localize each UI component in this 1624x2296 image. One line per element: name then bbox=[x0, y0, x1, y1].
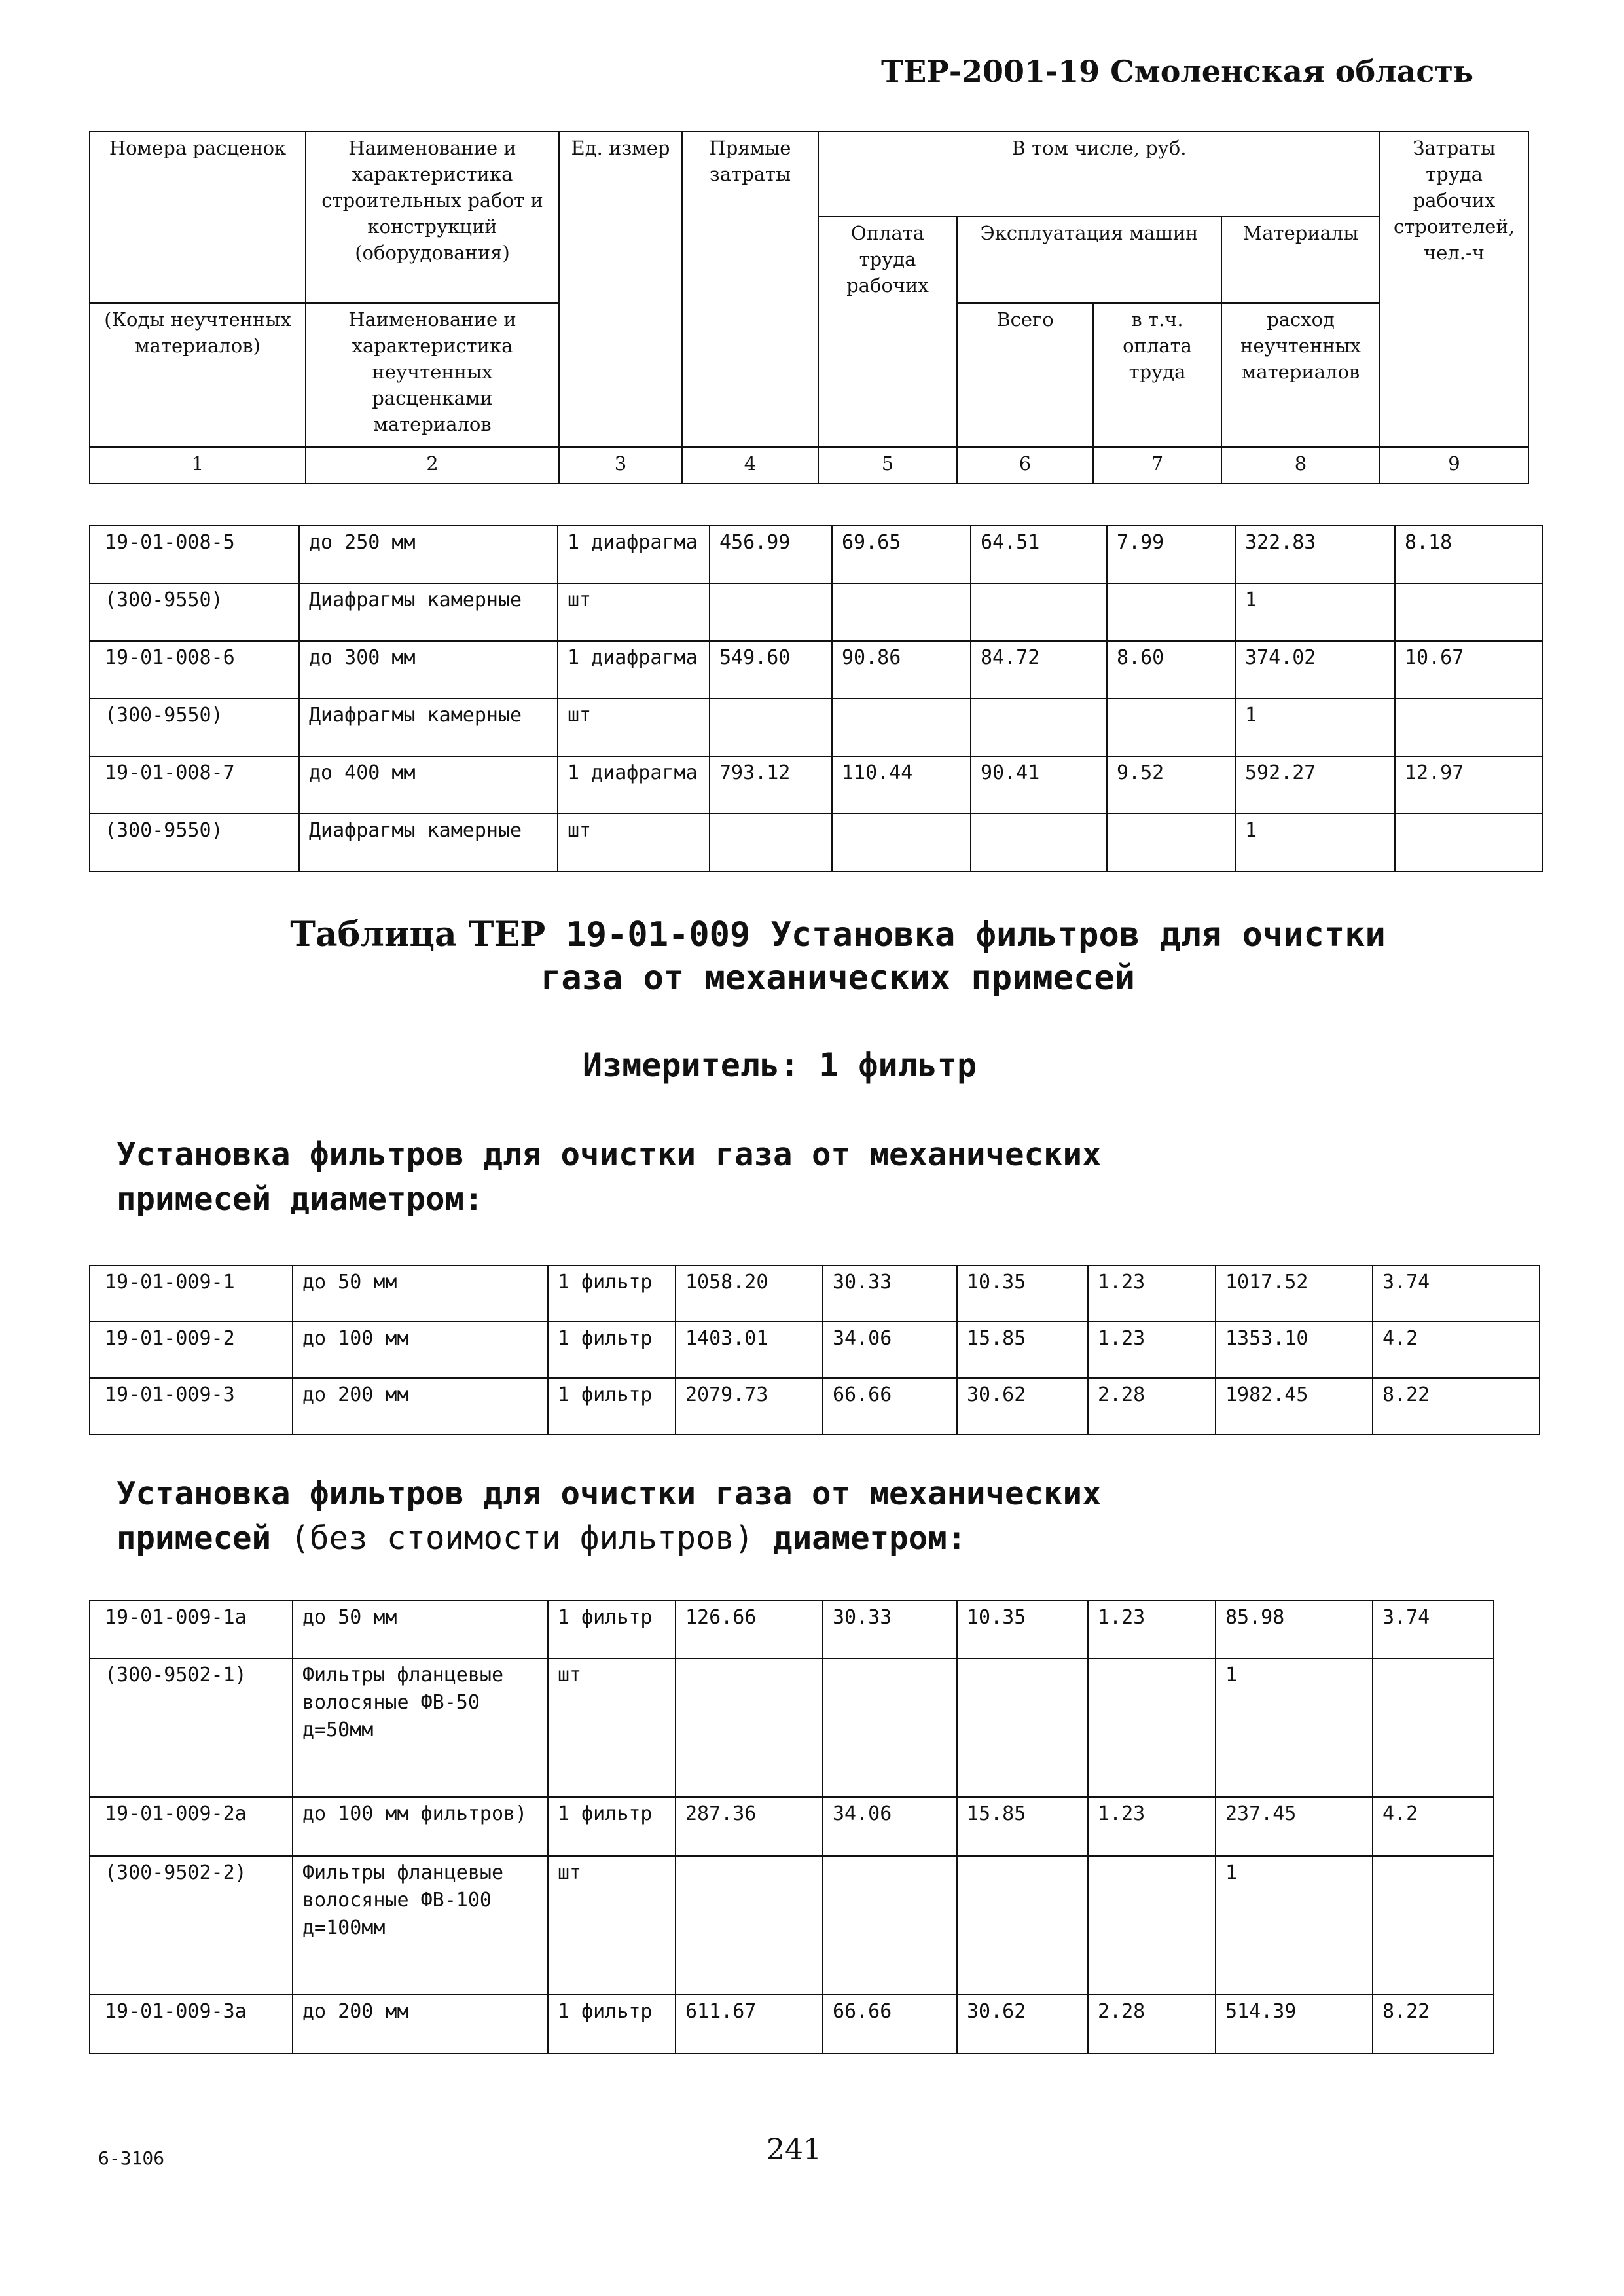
cell-code: (300-9550) bbox=[90, 699, 299, 756]
cell-pay: 66.66 bbox=[823, 1995, 957, 2054]
col9-labor: Затраты труда рабочих строителей, чел.-ч bbox=[1380, 132, 1528, 447]
cell-direct: 793.12 bbox=[710, 756, 832, 814]
cell-code: (300-9550) bbox=[90, 583, 299, 641]
cell-code: 19-01-009-1 bbox=[90, 1266, 293, 1322]
cell-mach bbox=[971, 699, 1107, 756]
cell-labor bbox=[1373, 1658, 1494, 1797]
cell-mat: 374.02 bbox=[1235, 641, 1395, 699]
col-number: 4 bbox=[682, 447, 818, 484]
cell-mach: 15.85 bbox=[957, 1797, 1088, 1856]
cell-direct bbox=[676, 1658, 823, 1797]
cell-mach: 84.72 bbox=[971, 641, 1107, 699]
cell-direct bbox=[676, 1856, 823, 1995]
cell-unit: 1 фильтр bbox=[548, 1322, 676, 1378]
cell-code: (300-9550) bbox=[90, 814, 299, 871]
cell-pay: 30.33 bbox=[823, 1266, 957, 1322]
cell-unit: 1 диафрагма bbox=[558, 756, 710, 814]
table-row bbox=[90, 641, 1543, 699]
cell-labor: 8.22 bbox=[1373, 1995, 1494, 2054]
cell-mat: 1 bbox=[1235, 814, 1395, 871]
table-row bbox=[90, 1797, 1494, 1856]
cell-mach_pay bbox=[1088, 1856, 1216, 1995]
cell-mach_pay: 1.23 bbox=[1088, 1601, 1216, 1658]
cell-mat: 1 bbox=[1216, 1658, 1373, 1797]
col2-bottom: Наименование и характеристика неучтенных расценками материалов bbox=[306, 303, 559, 447]
cell-mach bbox=[971, 583, 1107, 641]
cell-pay bbox=[823, 1856, 957, 1995]
col-number: 5 bbox=[818, 447, 957, 484]
table-row bbox=[90, 526, 1543, 583]
cell-labor: 3.74 bbox=[1373, 1266, 1540, 1322]
cell-name: до 200 мм bbox=[293, 1995, 548, 2054]
cell-mach_pay bbox=[1088, 1658, 1216, 1797]
cell-unit: 1 диафрагма bbox=[558, 526, 710, 583]
cell-mach_pay bbox=[1107, 699, 1235, 756]
cell-mach_pay: 9.52 bbox=[1107, 756, 1235, 814]
cell-direct: 1058.20 bbox=[676, 1266, 823, 1322]
section2-line2 bbox=[117, 1516, 1557, 1561]
cell-name: Диафрагмы камерные bbox=[299, 583, 558, 641]
cell-direct: 1403.01 bbox=[676, 1322, 823, 1378]
col2-top: Наименование и характеристика строительных работ и конструкций (оборудования) bbox=[306, 132, 559, 303]
cell-mach: 30.62 bbox=[957, 1995, 1088, 2054]
cell-mat: 1353.10 bbox=[1216, 1322, 1373, 1378]
cell-labor: 4.2 bbox=[1373, 1322, 1540, 1378]
table-row bbox=[90, 1322, 1540, 1378]
cell-name: до 100 мм фильтров) bbox=[293, 1797, 548, 1856]
cell-mach: 10.35 bbox=[957, 1601, 1088, 1658]
cell-direct bbox=[710, 699, 832, 756]
col-number: 1 bbox=[90, 447, 306, 484]
col3-unit: Ед. измер bbox=[559, 132, 682, 447]
cell-mach_pay: 1.23 bbox=[1088, 1322, 1216, 1378]
cell-unit: шт bbox=[548, 1856, 676, 1995]
table-title-prefix: Таблица ТЕР bbox=[290, 915, 546, 955]
table-row bbox=[90, 699, 1543, 756]
cell-name: до 250 мм bbox=[299, 526, 558, 583]
cell-direct: 126.66 bbox=[676, 1601, 823, 1658]
section2-note: (без стоимости фильтров) bbox=[290, 1520, 754, 1557]
section1-line1: Установка фильтров для очистки газа от механических bbox=[117, 1136, 1102, 1173]
page-number: 241 bbox=[767, 2133, 821, 2166]
cell-mach: 10.35 bbox=[957, 1266, 1088, 1322]
cell-code: 19-01-009-2а bbox=[90, 1797, 293, 1856]
cell-mach_pay: 7.99 bbox=[1107, 526, 1235, 583]
column-header-table bbox=[89, 131, 1529, 484]
cell-mat: 1 bbox=[1235, 699, 1395, 756]
col-number: 8 bbox=[1221, 447, 1380, 484]
cell-mat: 85.98 bbox=[1216, 1601, 1373, 1658]
cell-code: (300-9502-1) bbox=[90, 1658, 293, 1797]
cell-labor bbox=[1395, 814, 1543, 871]
cell-name: до 200 мм bbox=[293, 1378, 548, 1434]
table-row bbox=[90, 1266, 1540, 1322]
cell-mat: 322.83 bbox=[1235, 526, 1395, 583]
cell-labor: 3.74 bbox=[1373, 1601, 1494, 1658]
cell-unit: шт bbox=[558, 814, 710, 871]
table-title-line1: 19-01-009 Установка фильтров для очистки bbox=[566, 915, 1386, 955]
cell-code: 19-01-008-7 bbox=[90, 756, 299, 814]
table-row bbox=[90, 814, 1543, 871]
cell-unit: 1 фильтр bbox=[548, 1601, 676, 1658]
cell-direct: 611.67 bbox=[676, 1995, 823, 2054]
cell-labor bbox=[1373, 1856, 1494, 1995]
cell-mach_pay: 2.28 bbox=[1088, 1995, 1216, 2054]
col7-machine-pay: в т.ч. оплата труда bbox=[1093, 303, 1221, 447]
col4-direct: Прямые затраты bbox=[682, 132, 818, 447]
col8-bottom: расход неучтенных материалов bbox=[1221, 303, 1380, 447]
cell-pay: 34.06 bbox=[823, 1322, 957, 1378]
cell-code: 19-01-009-3 bbox=[90, 1378, 293, 1434]
cell-pay: 69.65 bbox=[832, 526, 971, 583]
col67-machines: Эксплуатация машин bbox=[957, 217, 1221, 303]
rates-table-2 bbox=[89, 1265, 1540, 1435]
cell-name: до 50 мм bbox=[293, 1601, 548, 1658]
section2-line1: Установка фильтров для очистки газа от механических bbox=[117, 1475, 1102, 1512]
cell-name: Фильтры фланцевые волосяные ФВ-50 д=50мм bbox=[293, 1658, 548, 1797]
cell-direct: 2079.73 bbox=[676, 1378, 823, 1434]
cell-direct: 549.60 bbox=[710, 641, 832, 699]
cell-pay bbox=[832, 814, 971, 871]
cell-code: 19-01-009-2 bbox=[90, 1322, 293, 1378]
cell-mat: 1017.52 bbox=[1216, 1266, 1373, 1322]
table-row bbox=[90, 1856, 1494, 1995]
col-number: 3 bbox=[559, 447, 682, 484]
cell-unit: 1 диафрагма bbox=[558, 641, 710, 699]
cell-labor: 8.22 bbox=[1373, 1378, 1540, 1434]
cell-mach bbox=[957, 1658, 1088, 1797]
cell-pay bbox=[823, 1658, 957, 1797]
cell-code: 19-01-008-5 bbox=[90, 526, 299, 583]
cell-mach: 15.85 bbox=[957, 1322, 1088, 1378]
col-number: 6 bbox=[957, 447, 1093, 484]
cell-pay: 110.44 bbox=[832, 756, 971, 814]
section2-end: диаметром: bbox=[773, 1520, 967, 1557]
cell-pay bbox=[832, 699, 971, 756]
col1-bottom: (Коды неучтенных материалов) bbox=[90, 303, 306, 447]
cell-labor: 8.18 bbox=[1395, 526, 1543, 583]
cell-mat: 1 bbox=[1216, 1856, 1373, 1995]
cell-mat: 237.45 bbox=[1216, 1797, 1373, 1856]
col5-pay: Оплата труда рабочих bbox=[818, 217, 957, 447]
cell-name: Диафрагмы камерные bbox=[299, 699, 558, 756]
cell-unit: 1 фильтр bbox=[548, 1797, 676, 1856]
table-title bbox=[216, 913, 1460, 1000]
cell-code: 19-01-009-3а bbox=[90, 1995, 293, 2054]
section-heading-2 bbox=[117, 1472, 1557, 1561]
table-row bbox=[90, 1601, 1494, 1658]
col6-total: Всего bbox=[957, 303, 1093, 447]
rates-table-1 bbox=[89, 525, 1543, 872]
cell-mach bbox=[971, 814, 1107, 871]
cell-mat: 592.27 bbox=[1235, 756, 1395, 814]
cell-labor bbox=[1395, 699, 1543, 756]
page-header-title: ТЕР-2001-19 Смоленская область bbox=[881, 54, 1474, 89]
cell-unit: шт bbox=[558, 699, 710, 756]
cell-direct: 456.99 bbox=[710, 526, 832, 583]
cell-name: до 300 мм bbox=[299, 641, 558, 699]
cell-code: 19-01-009-1а bbox=[90, 1601, 293, 1658]
cell-unit: шт bbox=[548, 1658, 676, 1797]
cell-mach_pay: 8.60 bbox=[1107, 641, 1235, 699]
cell-mach_pay: 1.23 bbox=[1088, 1797, 1216, 1856]
cell-pay: 30.33 bbox=[823, 1601, 957, 1658]
table-row bbox=[90, 1378, 1540, 1434]
cell-pay: 66.66 bbox=[823, 1378, 957, 1434]
cell-mach: 30.62 bbox=[957, 1378, 1088, 1434]
cell-labor bbox=[1395, 583, 1543, 641]
cell-mach_pay bbox=[1107, 583, 1235, 641]
cell-labor: 10.67 bbox=[1395, 641, 1543, 699]
cell-name: до 50 мм bbox=[293, 1266, 548, 1322]
cell-unit: 1 фильтр bbox=[548, 1266, 676, 1322]
measure-unit: Измеритель: 1 фильтр bbox=[583, 1046, 977, 1084]
cell-mach: 64.51 bbox=[971, 526, 1107, 583]
cell-mach bbox=[957, 1856, 1088, 1995]
cell-name: до 100 мм bbox=[293, 1322, 548, 1378]
table-row bbox=[90, 1995, 1494, 2054]
section1-line2: примесей диаметром: bbox=[117, 1180, 484, 1218]
footer-code: 6-3106 bbox=[98, 2147, 165, 2169]
rates-table-3 bbox=[89, 1600, 1494, 2054]
cell-mat: 1982.45 bbox=[1216, 1378, 1373, 1434]
col8-top: Материалы bbox=[1221, 217, 1380, 303]
cell-name: Диафрагмы камерные bbox=[299, 814, 558, 871]
cell-pay: 34.06 bbox=[823, 1797, 957, 1856]
cell-mach_pay bbox=[1107, 814, 1235, 871]
col-number: 7 bbox=[1093, 447, 1221, 484]
table-row bbox=[90, 583, 1543, 641]
cell-mat: 1 bbox=[1235, 583, 1395, 641]
cell-name: до 400 мм bbox=[299, 756, 558, 814]
cell-labor: 4.2 bbox=[1373, 1797, 1494, 1856]
cell-code: 19-01-008-6 bbox=[90, 641, 299, 699]
cell-unit: 1 фильтр bbox=[548, 1995, 676, 2054]
section-heading-1 bbox=[117, 1133, 1557, 1222]
table-row bbox=[90, 1658, 1494, 1797]
cell-pay bbox=[832, 583, 971, 641]
cell-mach_pay: 2.28 bbox=[1088, 1378, 1216, 1434]
section2-bold: примесей bbox=[117, 1520, 272, 1557]
cell-direct bbox=[710, 814, 832, 871]
table-title-line2: газа от механических примесей bbox=[541, 958, 1135, 998]
cell-pay: 90.86 bbox=[832, 641, 971, 699]
cell-code: (300-9502-2) bbox=[90, 1856, 293, 1995]
cell-unit: 1 фильтр bbox=[548, 1378, 676, 1434]
cell-name: Фильтры фланцевые волосяные ФВ-100 д=100мм bbox=[293, 1856, 548, 1995]
cell-direct: 287.36 bbox=[676, 1797, 823, 1856]
table-row bbox=[90, 756, 1543, 814]
col1-top: Номера расценок bbox=[90, 132, 306, 303]
cell-direct bbox=[710, 583, 832, 641]
col-number: 2 bbox=[306, 447, 559, 484]
cell-mach_pay: 1.23 bbox=[1088, 1266, 1216, 1322]
cell-mach: 90.41 bbox=[971, 756, 1107, 814]
cell-labor: 12.97 bbox=[1395, 756, 1543, 814]
cell-unit: шт bbox=[558, 583, 710, 641]
cell-mat: 514.39 bbox=[1216, 1995, 1373, 2054]
group-header: В том числе, руб. bbox=[818, 132, 1380, 217]
col-number: 9 bbox=[1380, 447, 1528, 484]
